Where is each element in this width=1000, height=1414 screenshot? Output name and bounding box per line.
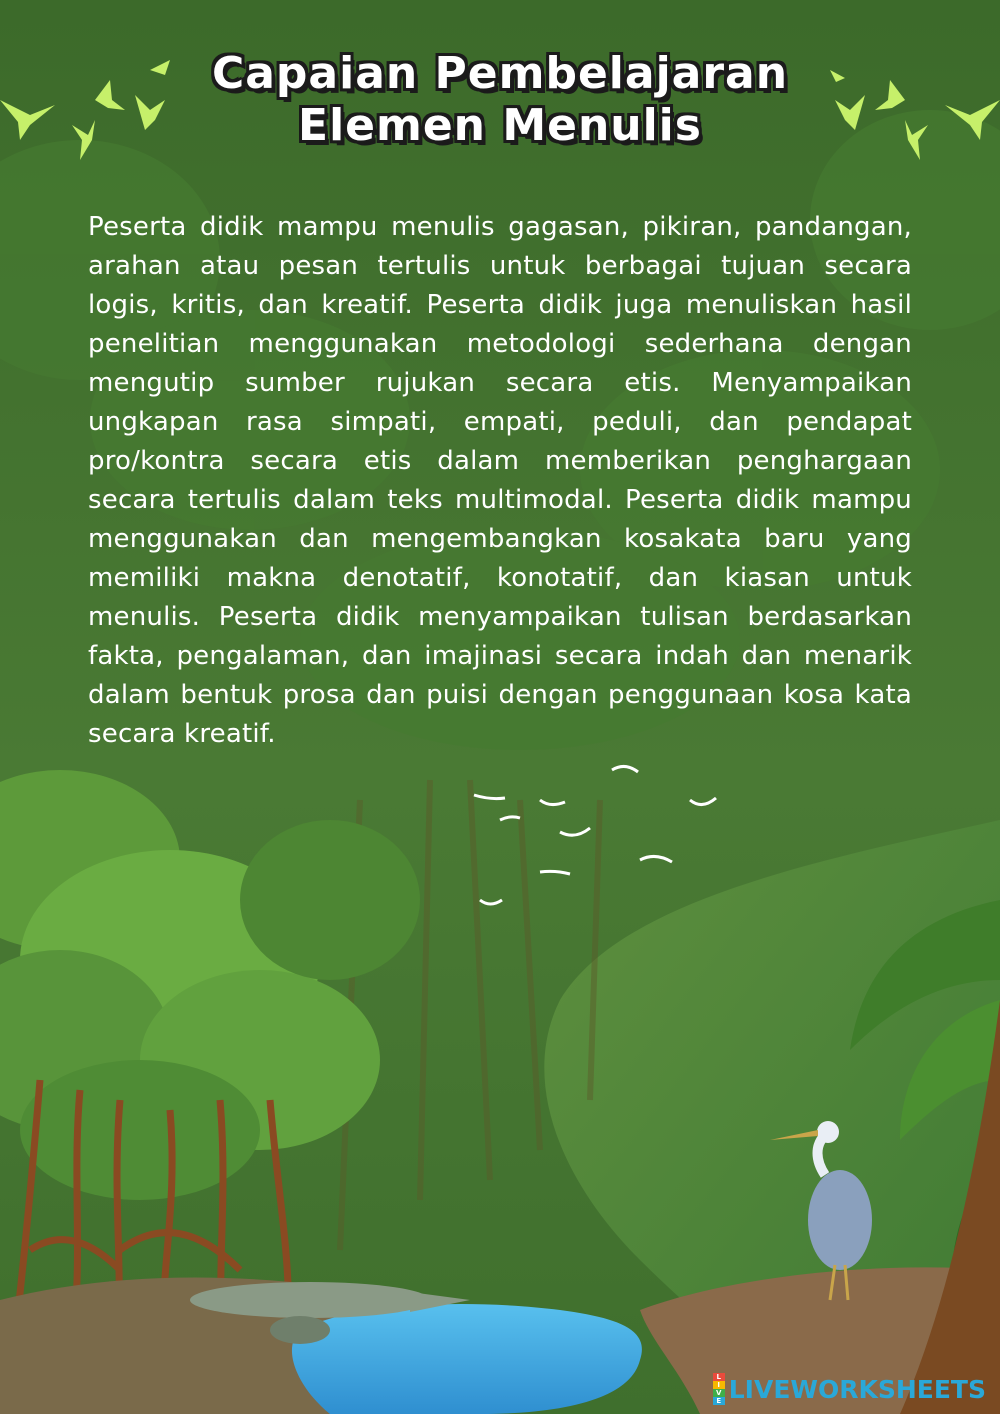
page-title xyxy=(0,48,1000,152)
live-badge-icon: L I V E xyxy=(713,1373,725,1405)
liveworksheets-logo xyxy=(713,1374,986,1404)
title-line-2: Elemen Menulis xyxy=(298,100,702,151)
logo-text: LIVEWORKSHEETS xyxy=(728,1374,986,1404)
body-paragraph: Peserta didik mampu menulis gagasan, pikiran, pandangan, arahan atau pesan tertulis untuk berbagai tujuan secara logis, kritis, dan kreatif. Peserta didik juga menuliskan hasil penelitian menggunakan metodologi sederhana dengan mengutip sumber rujukan secara etis. Menyampaikan ungkapan rasa simpati, empati, peduli, dan pendapat pro/kontra secara etis dalam memberikan penghargaan secara tertulis dalam teks multimodal. Peserta didik mampu menggunakan dan mengembangkan kosakata baru yang memiliki makna denotatif, konotatif, dan kiasan untuk menulis. Peserta didik menyampaikan tulisan berdasarkan fakta, pengalaman, dan imajinasi secara indah dan menarik dalam bentuk prosa dan puisi dengan penggunaan kosa kata secara kreatif. xyxy=(88,212,912,749)
title-line-1: Capaian Pembelajaran xyxy=(211,48,789,99)
